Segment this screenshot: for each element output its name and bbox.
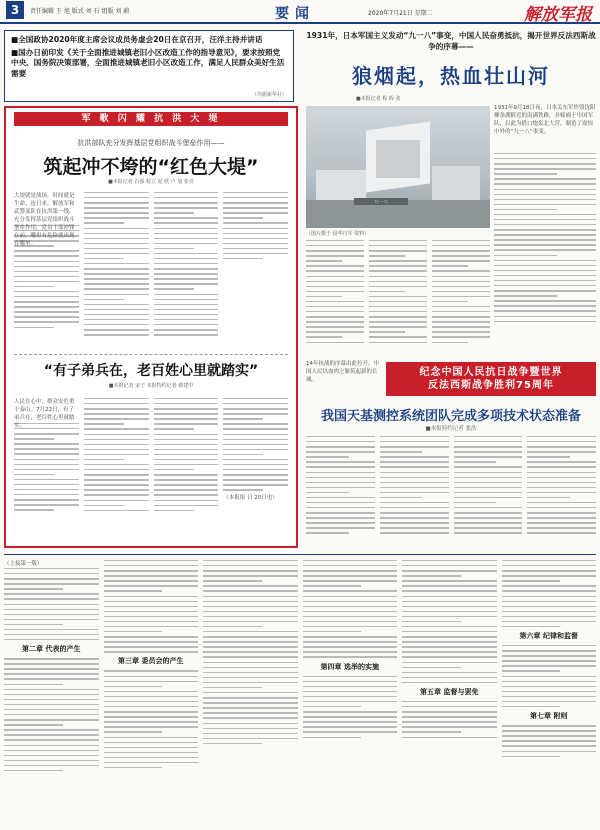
- history-subhead: 1931年，日本军国主义发动“九一八”事变，中国人民奋勇抵抗，揭开世界反法西斯战争的序幕——: [306, 31, 596, 51]
- history-right-column: [494, 104, 596, 360]
- history-article-header: [306, 30, 596, 102]
- page-number: 3: [6, 1, 24, 19]
- history-col-3: [432, 240, 490, 356]
- feature-byline: ■本报记者 石强 程立 夏 欣 卢 旭 张亮: [108, 179, 194, 185]
- history-headline[interactable]: 狼烟起，热血壮山河: [352, 64, 550, 88]
- heading-chapter-7: 第七章 附则: [530, 712, 568, 721]
- feature-second-headline[interactable]: “有子弟兵在，老百姓心里就踏实”: [43, 363, 259, 379]
- history-lead-text: 1931年9月18日夜，日本关东军炸毁沈阳柳条湖附近的南满铁路，并嫁祸于中国军队，以此为借口炮轰北大营，制造了震惊中外的“九一八”事变。: [494, 105, 596, 135]
- feature-intro-text-2: 人民在心中，群众安危重于泰山。7月22日，有子弟兵在，老百姓心里就踏实。: [14, 399, 75, 429]
- regulation-body: [4, 560, 596, 826]
- reg-col-6: [502, 560, 597, 826]
- history-col-1: [306, 240, 364, 356]
- history-col-2: [369, 240, 427, 356]
- brief-item-2[interactable]: ■国办日前印发《关于全面推进城镇老旧小区改造工作的指导意见》，要求按照党中央、国务院决策部署，全面推进城镇老旧小区改造工作，满足人民群众美好生活需要: [11, 47, 285, 78]
- satellite-byline: ■本报特约记者 张浩: [425, 426, 477, 432]
- history-closing-col: [306, 360, 384, 396]
- brief-source: （均据新华社）: [251, 92, 287, 98]
- heading-chapter-6: 第六章 纪律和监督: [519, 632, 578, 641]
- sat-col-4: [527, 436, 596, 548]
- feature-dateline: （本报报 日 20日电）: [223, 495, 278, 502]
- monument-plaque: 九·一八: [354, 198, 408, 205]
- feature-col-4: [223, 192, 288, 350]
- history-body-columns: [306, 240, 490, 356]
- reg-col-4: [303, 560, 398, 826]
- feature2-col-2: [84, 398, 149, 530]
- feature-subtitle: 抗洪部队充分发挥基层党组织战斗堡垒作用——: [77, 139, 225, 147]
- feature-body-columns: [14, 192, 288, 350]
- feature-headline[interactable]: 筑起冲不垮的“红色大堤”: [43, 156, 259, 178]
- feature-banner: 军 歌 闪 耀 抗 洪 大 堤: [14, 112, 288, 126]
- anniversary-banner: [386, 362, 596, 396]
- newspaper-logo: 解放军报: [524, 5, 592, 25]
- history-byline: ■本报记者 程 晖 张: [356, 96, 401, 102]
- feature-flood-article: [4, 106, 298, 548]
- feature-col-2: [84, 192, 149, 350]
- satellite-body: [306, 436, 596, 548]
- lower-divider: [4, 554, 596, 555]
- monument-photo: [306, 106, 490, 228]
- reg-col-5: [402, 560, 497, 826]
- feature-col-3: [154, 192, 219, 350]
- sat-col-3: [454, 436, 523, 548]
- heading-chapter-2: 第二章 代表的产生: [22, 645, 81, 654]
- reg-lead: （上接第一版）: [4, 561, 43, 567]
- issue-date: 2020年7月21日 星期二: [368, 10, 433, 17]
- feature-divider: [14, 354, 288, 355]
- feature-col-1: [14, 192, 79, 350]
- satellite-headline[interactable]: 我国天基测控系统团队完成多项技术状态准备: [320, 409, 581, 424]
- sat-col-2: [380, 436, 449, 548]
- section-title: 要闻: [275, 6, 315, 22]
- heading-chapter-3: 第三章 委员会的产生: [118, 657, 184, 666]
- anniversary-line-1: 纪念中国人民抗日战争暨世界: [419, 367, 563, 378]
- feature-second-byline: ■本报记者 宋子 本报特约记者 蔡建中: [108, 383, 194, 389]
- editor-meta: 责任编辑 王 旭 版式 刘 石 组版 刘 蔚: [30, 8, 130, 15]
- page-header: [0, 0, 600, 24]
- news-briefs-box: [4, 30, 294, 102]
- sat-col-1: [306, 436, 375, 548]
- feature2-col-1: [14, 398, 79, 530]
- anniversary-line-2: 反法西斯战争胜利75周年: [428, 380, 554, 391]
- reg-col-3: [203, 560, 298, 826]
- feature2-col-4: [223, 398, 288, 530]
- reg-col-1: [4, 560, 99, 826]
- heading-chapter-5: 第五章 监督与罢免: [420, 687, 479, 696]
- photo-caption: （图片摄于 侵华日军 资料）: [306, 231, 370, 237]
- feature-intro-text: 大堤就是战场，时间就是生命。连日来，解放军和武警部队在抗洪第一线，充分发挥基层党组织战斗堡垒作用，党员干部冲锋在前，哪里有危险就出现在哪里。: [14, 193, 75, 247]
- reg-col-2: [104, 560, 199, 826]
- feature-second-body: [14, 398, 288, 530]
- history-closing-text: 14年抗战的序幕由此拉开，中国人民以血肉之躯筑起新的长城。: [306, 361, 379, 383]
- brief-item-1[interactable]: ■全国政协2020年度主席会议成员务虚会20日在京召开，汪洋主持并讲话: [11, 35, 263, 44]
- heading-chapter-4: 第四章 选举的实施: [320, 662, 379, 671]
- feature2-col-3: [154, 398, 219, 530]
